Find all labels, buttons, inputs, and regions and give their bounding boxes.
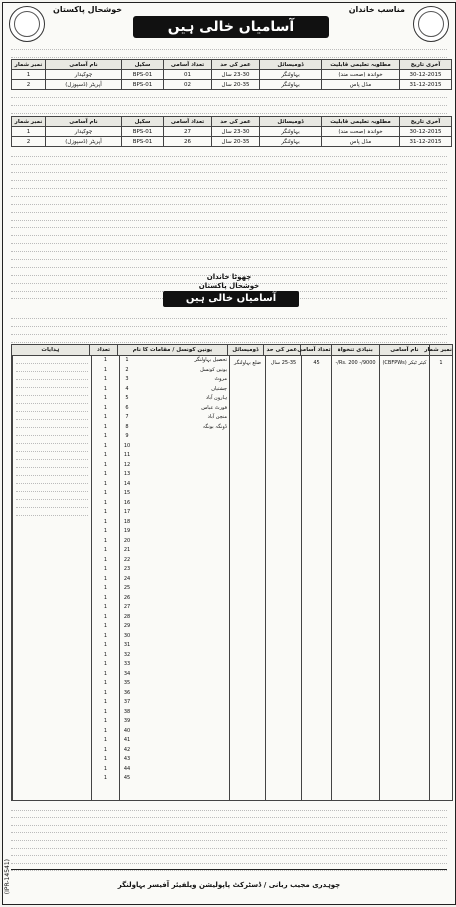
place-row [120, 774, 229, 784]
unit-count: 1 [103, 461, 108, 468]
place-label [134, 717, 229, 727]
place-row [120, 442, 229, 452]
place-row [120, 679, 229, 689]
unit-count: 1 [103, 556, 108, 563]
place-label [134, 518, 229, 528]
unit-count: 1 [103, 756, 108, 762]
unit-count: 1 [103, 442, 108, 449]
table-header-row: آخری تاریخ مطلوبہ تعلیمی قابلیت ڈومیسائل عمر کی حد تعداد آسامی سکیل نام آسامی نمبر شمار [12, 60, 452, 70]
slogan-left: خوشحال پاکستان [53, 5, 123, 14]
place-label [134, 765, 229, 775]
place-number: 27 [123, 604, 131, 610]
place-label: ڈونگہ بونگہ [202, 423, 227, 430]
place-label [134, 442, 229, 452]
unit-count: 1 [103, 642, 108, 648]
place-row [120, 603, 229, 613]
place-number: 28 [123, 613, 131, 620]
unit-count: 1 [103, 395, 108, 401]
place-number: 23 [123, 566, 131, 572]
place-number: 1 [125, 357, 129, 363]
place-number: 5 [125, 395, 129, 401]
unit-count: 1 [103, 680, 108, 686]
unit-count: 1 [103, 718, 108, 724]
unit-count: 1 [103, 547, 108, 553]
place-label [134, 480, 229, 490]
place-label [134, 670, 229, 680]
job-advertisement [2, 2, 456, 905]
place-number: 36 [123, 689, 131, 696]
serial-column: 1 [429, 356, 452, 800]
second-title: آسامیاں خالی ہیں [163, 291, 299, 307]
place-number: 33 [123, 661, 131, 667]
unit-count: 1 [103, 689, 108, 696]
unit-count: 1 [103, 376, 108, 382]
place-row [120, 413, 229, 423]
unit-count: 1 [103, 537, 108, 544]
place-number: 44 [123, 765, 131, 772]
footer-signature: چوہدری مجیب ربانی / ڈسٹرکٹ پاپولیشن ویلفیئر آفیسر بہاولنگر [11, 869, 447, 900]
place-row [120, 480, 229, 490]
place-number: 16 [123, 499, 131, 506]
place-number: 20 [123, 537, 131, 544]
place-label [134, 584, 229, 594]
place-label [134, 632, 229, 642]
place-label [134, 613, 229, 623]
unit-count: 1 [103, 594, 108, 601]
unit-count: 1 [103, 471, 108, 477]
unit-count: 1 [103, 518, 108, 525]
place-label [134, 575, 229, 585]
place-row [120, 698, 229, 708]
table-vacancies-1 [11, 59, 452, 90]
place-number: 8 [125, 423, 129, 430]
units-column [91, 356, 119, 800]
place-row [120, 451, 229, 461]
place-number: 35 [123, 680, 131, 686]
intro-paragraph [11, 43, 447, 59]
place-row [120, 727, 229, 737]
place-number: 24 [123, 575, 131, 582]
place-row [120, 584, 229, 594]
place-row [120, 746, 229, 756]
place-number: 4 [125, 385, 129, 392]
place-number: 12 [123, 461, 131, 468]
place-row [120, 394, 229, 404]
unit-count: 1 [103, 423, 108, 430]
place-row [120, 537, 229, 547]
place-label [134, 755, 229, 765]
slogan-prosperous: خوشحال پاکستان [198, 282, 260, 290]
place-label: منچن آباد [207, 414, 227, 420]
place-label: تحصیل بہاولنگر [194, 357, 227, 363]
unit-count: 1 [103, 632, 108, 639]
domicile-column: ضلع بہاولنگر [229, 356, 265, 800]
place-label [134, 679, 229, 689]
place-row [120, 423, 229, 433]
place-row [120, 736, 229, 746]
place-row [120, 404, 229, 414]
unit-count: 1 [103, 746, 108, 753]
place-number: 45 [123, 775, 131, 781]
age-column: 25-35 سال [265, 356, 301, 800]
place-number: 6 [125, 404, 129, 411]
unit-count: 1 [103, 727, 108, 734]
unit-count: 1 [103, 480, 108, 487]
place-row [120, 356, 229, 366]
table-header-row: نمبر شمار نام آسامی بنیادی تنخواہ تعداد آسامی عمر کی حد ڈومیسائل یونین کونسل / مقامات کا نام تعداد ہدایات [12, 345, 452, 356]
table-row: 31-12-2015 مڈل پاس بہاولنگر 20-35 سال 26 BPS-01 آپریٹر (ڈسپوزل) 2 [12, 137, 452, 147]
caretaker-table [11, 344, 453, 801]
instructions-column [12, 356, 91, 800]
place-number: 32 [123, 651, 131, 658]
place-label [134, 489, 229, 499]
place-number: 31 [123, 642, 131, 648]
place-label [134, 556, 229, 566]
place-number: 40 [123, 727, 131, 734]
place-row [120, 708, 229, 718]
place-number: 19 [123, 528, 131, 534]
place-label [134, 537, 229, 547]
place-number: 15 [123, 490, 131, 496]
place-row [120, 670, 229, 680]
places-column [119, 356, 229, 800]
table-vacancies-2 [11, 116, 452, 147]
place-row [120, 527, 229, 537]
place-row [120, 499, 229, 509]
place-label [134, 594, 229, 604]
place-number: 43 [123, 756, 131, 762]
place-row [120, 461, 229, 471]
place-number: 2 [125, 366, 129, 373]
unit-count: 1 [103, 708, 108, 715]
terms-and-conditions [11, 803, 447, 863]
place-row [120, 565, 229, 575]
place-label: یونین کونسل [200, 366, 227, 373]
place-label [134, 432, 229, 442]
place-label [134, 689, 229, 699]
place-label [134, 774, 229, 784]
place-row [120, 641, 229, 651]
place-number: 30 [123, 632, 131, 639]
place-label [134, 746, 229, 756]
place-label [134, 527, 229, 537]
place-number: 26 [123, 594, 131, 601]
place-label [134, 641, 229, 651]
unit-count: 1 [103, 452, 108, 458]
unit-count: 1 [103, 670, 108, 677]
place-label: چشتیاں [211, 385, 227, 392]
place-number: 18 [123, 518, 131, 525]
unit-count: 1 [103, 604, 108, 610]
place-number: 17 [123, 509, 131, 515]
table-header-row: آخری تاریخ مطلوبہ تعلیمی قابلیت ڈومیسائل عمر کی حد تعداد آسامی سکیل نام آسامی نمبر شمار [12, 117, 452, 127]
table-row: 30-12-2015 خواندہ (صحت مند) بہاولنگر 23-30 سال 01 BPS-01 چوکیدار 1 [12, 70, 452, 80]
place-number: 10 [123, 442, 131, 449]
count-column: 45 [301, 356, 331, 800]
place-row [120, 660, 229, 670]
place-row [120, 518, 229, 528]
place-number: 21 [123, 547, 131, 553]
government-seal-right [413, 6, 449, 42]
place-number: 3 [125, 376, 129, 382]
place-row [120, 489, 229, 499]
place-row [120, 622, 229, 632]
place-number: 42 [123, 746, 131, 753]
place-row [120, 546, 229, 556]
unit-count: 1 [103, 613, 108, 620]
slogan-right: مناسب خاندان [348, 5, 405, 14]
place-label [134, 499, 229, 509]
place-row [120, 366, 229, 376]
place-label [134, 622, 229, 632]
place-label [134, 508, 229, 518]
place-label: مروٹ [214, 376, 227, 382]
place-number: 34 [123, 670, 131, 677]
table-row: 30-12-2015 خواندہ (صحت مند) بہاولنگر 23-30 سال 27 BPS-01 چوکیدار 1 [12, 127, 452, 137]
place-row [120, 689, 229, 699]
place-label [134, 727, 229, 737]
unit-count: 1 [103, 623, 108, 629]
unit-count: 1 [103, 661, 108, 667]
unit-count: 1 [103, 566, 108, 572]
place-label [134, 651, 229, 661]
place-row [120, 432, 229, 442]
unit-count: 1 [103, 509, 108, 515]
place-number: 14 [123, 480, 131, 487]
place-row [120, 508, 229, 518]
unit-count: 1 [103, 765, 108, 772]
place-row [120, 556, 229, 566]
table-row: 31-12-2015 مڈل پاس بہاولنگر 20-35 سال 02 BPS-01 آپریٹر (ڈسپوزل) 2 [12, 80, 452, 90]
place-number: 41 [123, 737, 131, 743]
place-row [120, 613, 229, 623]
place-row [120, 470, 229, 480]
unit-count: 1 [103, 366, 108, 373]
unit-count: 1 [103, 404, 108, 411]
place-row [120, 765, 229, 775]
ipr-number: (IPR-14541) [4, 858, 11, 894]
place-number: 25 [123, 585, 131, 591]
page-title: آسامیاں خالی ہیں [133, 16, 329, 38]
place-number: 9 [125, 433, 129, 439]
place-row [120, 594, 229, 604]
place-label [134, 736, 229, 746]
second-intro-paragraph [11, 312, 447, 344]
place-number: 37 [123, 699, 131, 705]
place-label: ہارون آباد [205, 395, 227, 401]
unit-count: 1 [103, 433, 108, 439]
unit-count: 1 [103, 651, 108, 658]
place-label: فورٹ عباس [201, 404, 227, 411]
place-label [134, 461, 229, 471]
unit-count: 1 [103, 585, 108, 591]
place-number: 39 [123, 718, 131, 724]
place-label [134, 546, 229, 556]
place-label [134, 708, 229, 718]
place-row [120, 375, 229, 385]
unit-count: 1 [103, 528, 108, 534]
unit-count: 1 [103, 385, 108, 392]
place-row [120, 755, 229, 765]
place-label [134, 660, 229, 670]
unit-count: 1 [103, 775, 108, 781]
place-label [134, 603, 229, 613]
place-label [134, 451, 229, 461]
unit-count: 1 [103, 499, 108, 506]
place-number: 22 [123, 556, 131, 563]
unit-count: 1 [103, 699, 108, 705]
place-number: 11 [123, 452, 131, 458]
place-label [134, 698, 229, 708]
place-label [134, 470, 229, 480]
place-number: 13 [123, 471, 131, 477]
salary-column: 9000/- Rs. 200/- [331, 356, 379, 800]
place-number: 38 [123, 708, 131, 715]
place-label [134, 565, 229, 575]
note-paragraph [11, 91, 447, 115]
place-row [120, 385, 229, 395]
slogan-small-family: چھوٹا خاندان [206, 273, 252, 281]
place-number: 7 [125, 414, 129, 420]
unit-count: 1 [103, 490, 108, 496]
post-column: کیئر ٹیکر (CBFPWs) [379, 356, 429, 800]
place-row [120, 651, 229, 661]
place-row [120, 575, 229, 585]
unit-count: 1 [103, 737, 108, 743]
government-seal-left [9, 6, 45, 42]
place-row [120, 632, 229, 642]
place-row [120, 717, 229, 727]
place-number: 29 [123, 623, 131, 629]
unit-count: 1 [103, 414, 108, 420]
unit-count: 1 [103, 357, 108, 363]
unit-count: 1 [103, 575, 108, 582]
